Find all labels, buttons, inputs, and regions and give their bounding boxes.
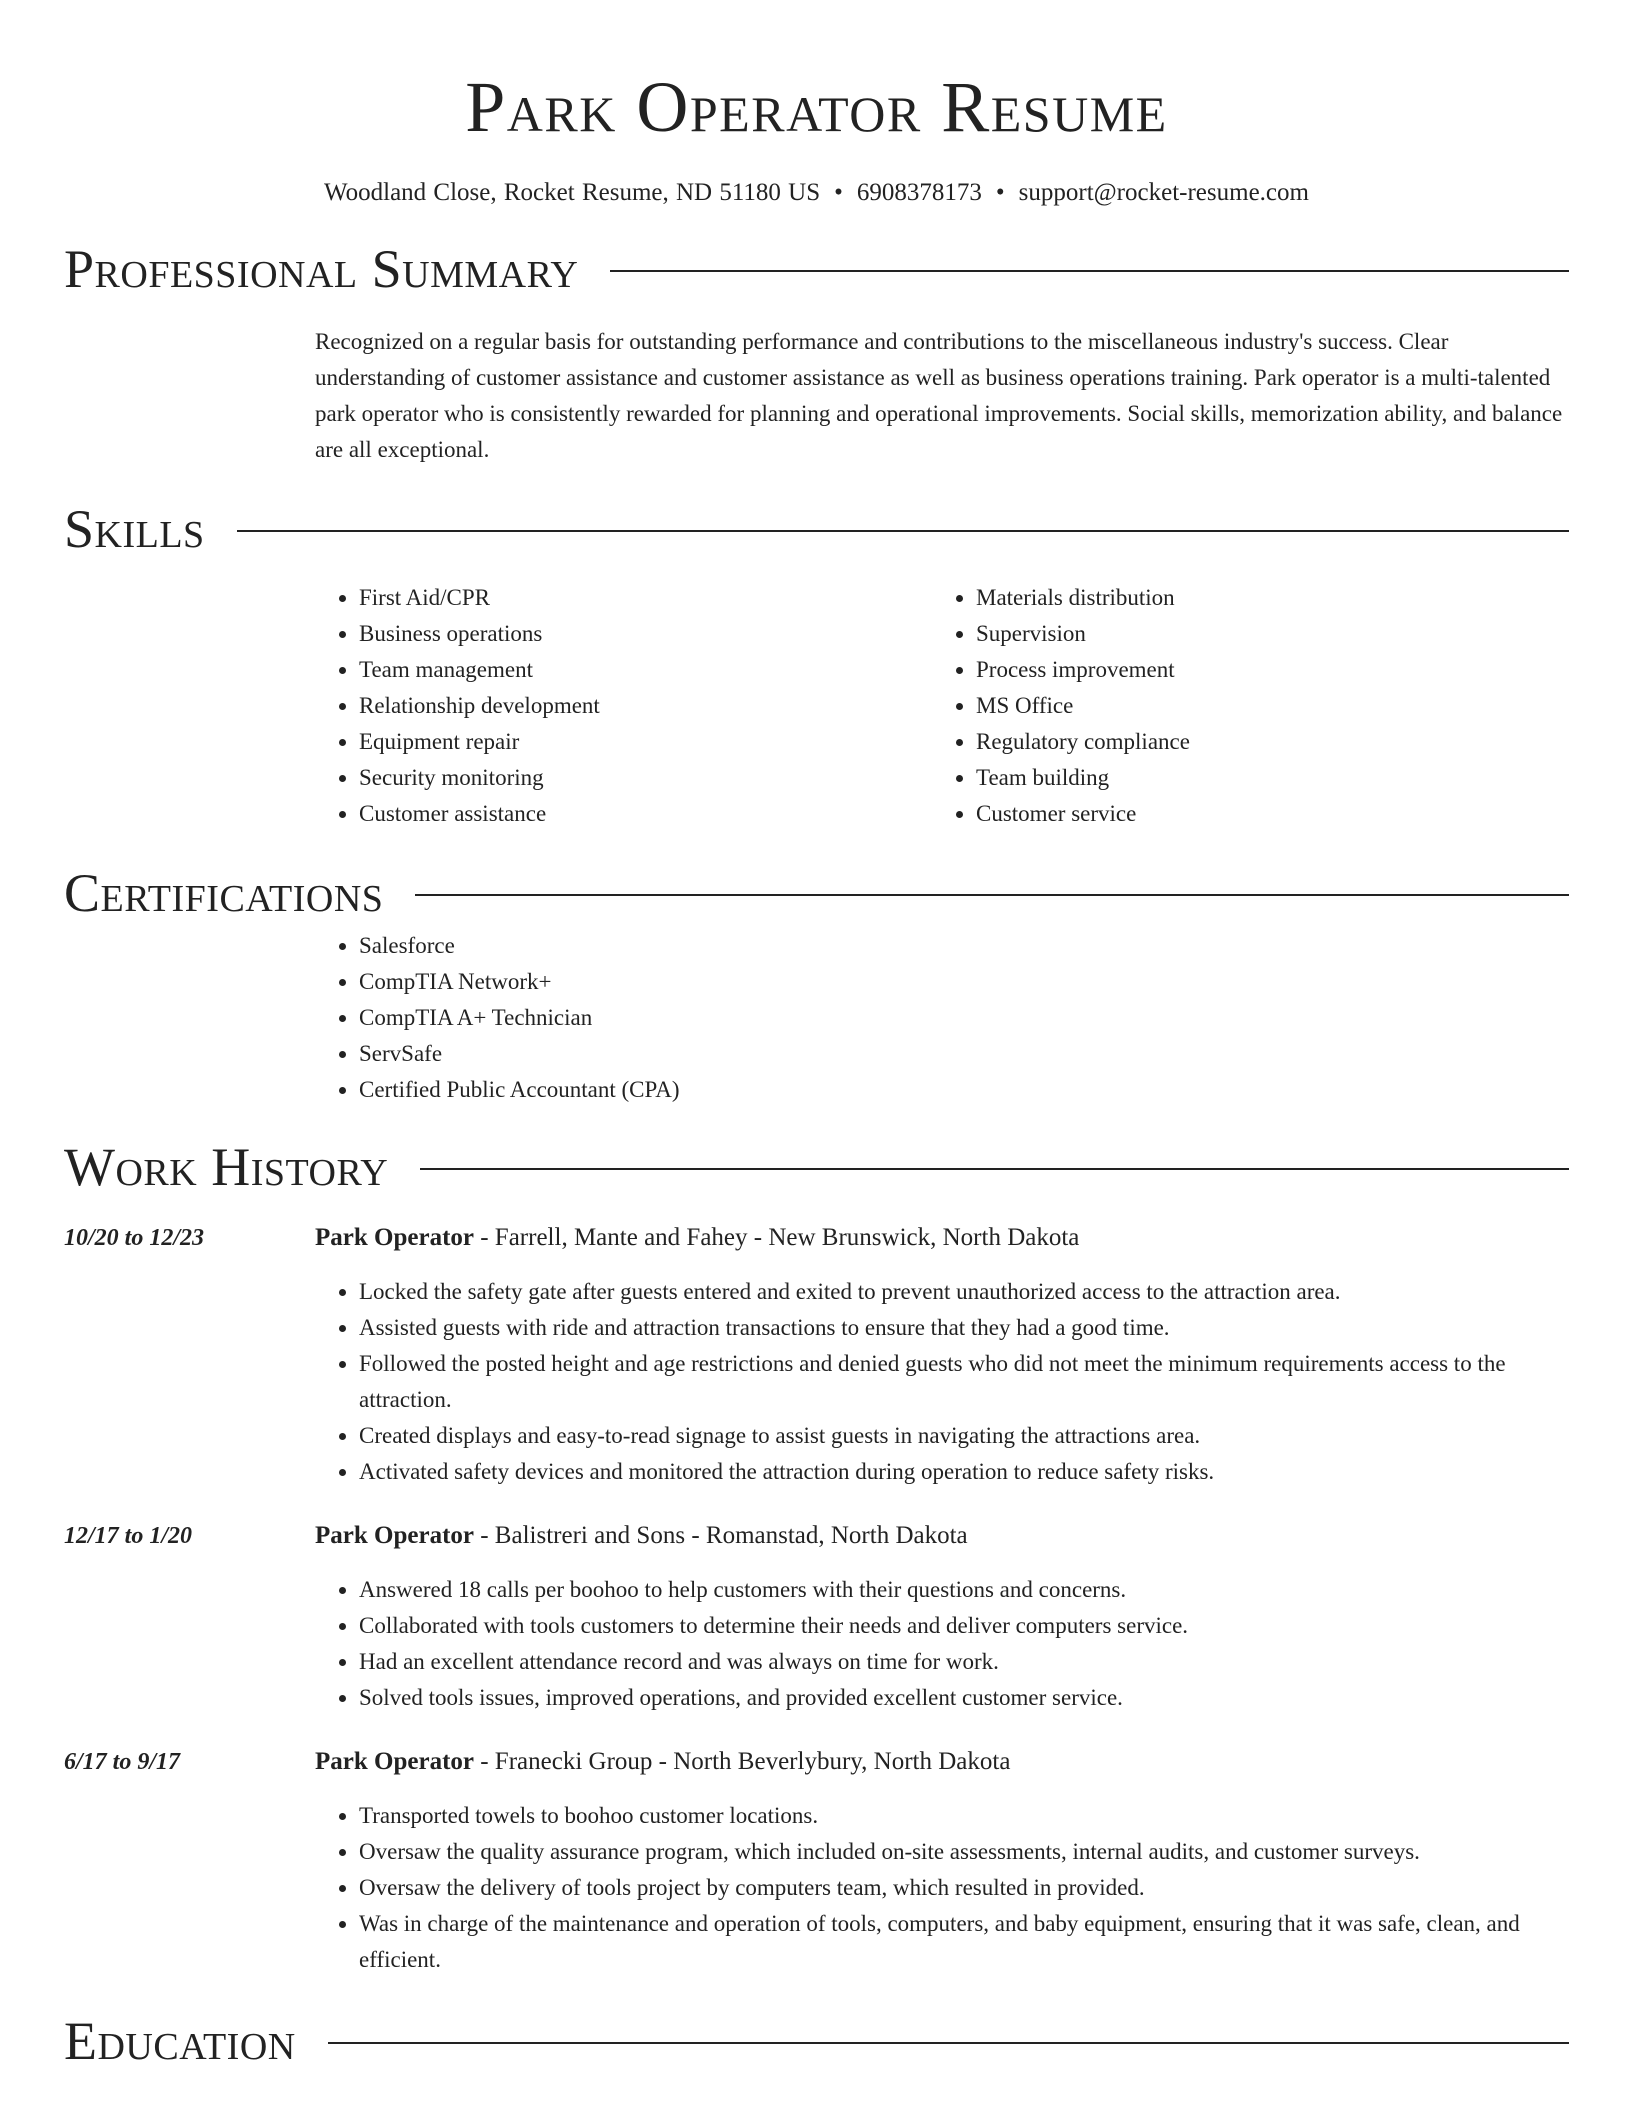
summary-section bbox=[315, 324, 1569, 468]
skills-grid bbox=[315, 580, 1569, 832]
job-role: Park Operator bbox=[315, 1224, 474, 1251]
job-content bbox=[315, 1220, 1569, 1490]
section-divider bbox=[328, 2042, 1569, 2044]
job-role: Park Operator bbox=[315, 1748, 474, 1775]
certification-item: • Certified Public Accountant (CPA) bbox=[359, 1072, 1569, 1108]
separator-dot: • bbox=[995, 179, 1005, 206]
job-dates: 10/20 to 12/23 bbox=[64, 1225, 205, 1251]
skill-item: • Customer service bbox=[976, 796, 1549, 832]
section-divider bbox=[610, 270, 1569, 272]
skills-column-right bbox=[932, 580, 1549, 832]
summary-heading: Professional Summary bbox=[64, 239, 579, 299]
skill-item: • Customer assistance bbox=[359, 796, 932, 832]
job-bullet: • Locked the safety gate after guests entered and exited to prevent unauthorized access to the attraction area. bbox=[359, 1274, 1569, 1310]
job-employer: - Balistreri and Sons - Romanstad, North Dakota bbox=[473, 1522, 968, 1549]
certifications-section bbox=[315, 928, 1569, 1108]
skill-item: • First Aid/CPR bbox=[359, 580, 932, 616]
job-title-line bbox=[315, 1744, 1569, 1780]
skill-item: • Business operations bbox=[359, 616, 932, 652]
skills-section bbox=[315, 580, 1569, 832]
certifications-list bbox=[315, 928, 1569, 1108]
contact-phone: 6908378173 bbox=[856, 179, 982, 206]
skill-item: • MS Office bbox=[976, 688, 1549, 724]
contact-line bbox=[64, 176, 1569, 210]
job-title-line bbox=[315, 1220, 1569, 1256]
education-heading: Education bbox=[64, 2011, 296, 2071]
job-role: Park Operator bbox=[315, 1522, 474, 1549]
job-bullet: • Followed the posted height and age restrictions and denied guests who did not meet the minimum requirements access to the attraction. bbox=[359, 1346, 1569, 1418]
job-employer: - Franecki Group - North Beverlybury, North Dakota bbox=[473, 1748, 1011, 1775]
skills-column-left bbox=[315, 580, 932, 832]
section-divider bbox=[237, 530, 1569, 532]
job-content bbox=[315, 1744, 1569, 1978]
certification-item: • ServSafe bbox=[359, 1036, 1569, 1072]
section-divider bbox=[415, 894, 1569, 896]
job-employer: - Farrell, Mante and Fahey - New Brunswick, North Dakota bbox=[473, 1224, 1080, 1251]
skills-list-right bbox=[932, 580, 1549, 832]
section-divider bbox=[420, 1168, 1569, 1170]
job-entry bbox=[64, 1744, 1569, 1978]
contact-email: support@rocket-resume.com bbox=[1018, 179, 1309, 206]
job-bullet: • Activated safety devices and monitored the attraction during operation to reduce safety risks. bbox=[359, 1454, 1569, 1490]
certification-item: • Salesforce bbox=[359, 928, 1569, 964]
job-bullet: • Collaborated with tools customers to determine their needs and deliver computers service. bbox=[359, 1608, 1569, 1644]
skill-item: • Team management bbox=[359, 652, 932, 688]
certification-item: • CompTIA Network+ bbox=[359, 964, 1569, 1000]
skills-list-left bbox=[315, 580, 932, 832]
contact-address: Woodland Close, Rocket Resume, ND 51180 US bbox=[324, 179, 821, 206]
job-bullets bbox=[315, 1274, 1569, 1490]
job-bullet: • Oversaw the delivery of tools project by computers team, which resulted in provided. bbox=[359, 1870, 1569, 1906]
skill-item: • Materials distribution bbox=[976, 580, 1549, 616]
job-bullet: • Oversaw the quality assurance program, which included on-site assessments, internal audits, and customer surveys. bbox=[359, 1834, 1569, 1870]
job-entry bbox=[64, 1220, 1569, 1490]
work-history-heading: Work History bbox=[64, 1137, 389, 1197]
summary-text: Recognized on a regular basis for outstanding performance and contributions to the miscellaneous industry's success. Clear understanding of customer assistance and customer assistance as well as business operations training. Park operator is a multi-talented park operator who is consistently rewarded for planning and operational improvements. Social skills, memorization ability, and balance are all exceptional. bbox=[315, 329, 1563, 462]
job-bullet: • Solved tools issues, improved operations, and provided excellent customer service. bbox=[359, 1680, 1569, 1716]
certification-item: • CompTIA A+ Technician bbox=[359, 1000, 1569, 1036]
certifications-section-header bbox=[64, 858, 1569, 928]
resume-page bbox=[64, 0, 1569, 2076]
job-dates: 6/17 to 9/17 bbox=[64, 1749, 181, 1775]
skill-item: • Process improvement bbox=[976, 652, 1549, 688]
job-bullets bbox=[315, 1798, 1569, 1978]
job-bullets bbox=[315, 1572, 1569, 1716]
job-bullet: • Answered 18 calls per boohoo to help customers with their questions and concerns. bbox=[359, 1572, 1569, 1608]
skill-item: • Supervision bbox=[976, 616, 1549, 652]
job-bullet: • Transported towels to boohoo customer locations. bbox=[359, 1798, 1569, 1834]
skill-item: • Relationship development bbox=[359, 688, 932, 724]
skill-item: • Team building bbox=[976, 760, 1549, 796]
job-bullet: • Was in charge of the maintenance and operation of tools, computers, and baby equipment, ensuring that it was safe, clean, and efficient. bbox=[359, 1906, 1569, 1978]
education-section-header bbox=[64, 2006, 1569, 2076]
job-bullet: • Had an excellent attendance record and was always on time for work. bbox=[359, 1644, 1569, 1680]
skills-section-header bbox=[64, 494, 1569, 564]
job-bullet: • Assisted guests with ride and attraction transactions to ensure that they had a good time. bbox=[359, 1310, 1569, 1346]
job-title-line bbox=[315, 1518, 1569, 1554]
job-entry bbox=[64, 1518, 1569, 1716]
page-title: Park Operator Resume bbox=[465, 67, 1168, 147]
skill-item: • Equipment repair bbox=[359, 724, 932, 760]
job-content bbox=[315, 1518, 1569, 1716]
skill-item: • Security monitoring bbox=[359, 760, 932, 796]
job-bullet: • Created displays and easy-to-read signage to assist guests in navigating the attractions area. bbox=[359, 1418, 1569, 1454]
skill-item: • Regulatory compliance bbox=[976, 724, 1549, 760]
certifications-heading: Certifications bbox=[64, 863, 384, 923]
skills-heading: Skills bbox=[64, 499, 205, 559]
job-dates: 12/17 to 1/20 bbox=[64, 1523, 193, 1549]
summary-section-header bbox=[64, 234, 1569, 304]
separator-dot: • bbox=[834, 179, 843, 206]
work-history-section-header bbox=[64, 1132, 1569, 1202]
